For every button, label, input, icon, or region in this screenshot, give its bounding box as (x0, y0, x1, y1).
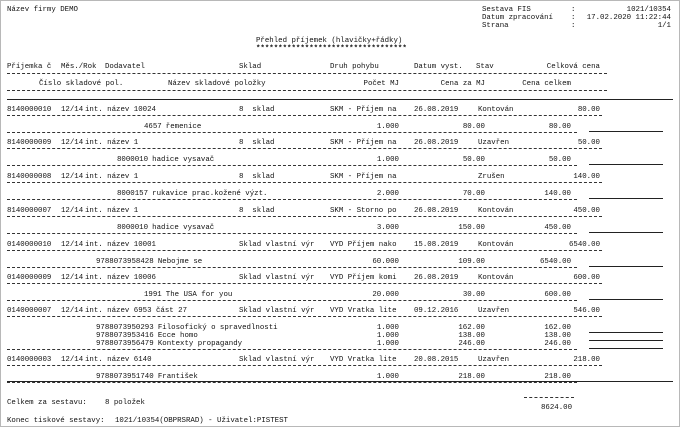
receipt-supplier: int. název 10024 (85, 106, 156, 114)
receipt-number: 8140000009 (7, 139, 52, 147)
col-header-cena-celkem: Cena celkem (522, 80, 571, 88)
item-quantity: 1.000 (376, 324, 399, 332)
receipt-total: 450.00 (573, 207, 600, 215)
item-quantity: 1.000 (376, 340, 399, 348)
receipt-number: 0140000007 (7, 307, 52, 315)
receipt-supplier: int. název 6953 část 27 (85, 307, 188, 315)
date-value: 17.02.2020 11:22:44 (586, 14, 671, 22)
receipt-period: 12/14 (61, 274, 84, 282)
receipt-date: 26.08.2019 (414, 106, 459, 114)
item-signature-line (589, 340, 663, 341)
item-code: 1991 (144, 291, 162, 299)
receipt-movement: SKM - Příjem na (330, 173, 397, 181)
receipt-number: 0140000003 (7, 356, 52, 364)
receipt-underline (7, 148, 602, 149)
receipt-supplier: int. název 10001 (85, 241, 156, 249)
receipt-total: 140.00 (573, 173, 600, 181)
receipt-underline (7, 216, 602, 217)
receipt-period: 12/14 (61, 207, 84, 215)
item-quantity: 1.000 (376, 332, 399, 340)
item-name: Filosofický o spravedlnosti (157, 324, 278, 332)
receipt-underline (7, 182, 602, 183)
item-name: The USA for you (165, 291, 233, 299)
receipt-number: 8140000008 (7, 173, 52, 181)
col-header-cislo-pol: Číslo skladové pol. (39, 80, 124, 88)
item-quantity: 2.000 (376, 190, 399, 198)
receipt-supplier: int. název 1 (85, 207, 139, 215)
receipt-warehouse: Sklad vlastní výr (239, 241, 315, 249)
item-underline (7, 267, 577, 268)
item-quantity: 1.000 (376, 156, 399, 164)
receipt-number: 8140000007 (7, 207, 52, 215)
grand-total-count: 8 položek (105, 399, 145, 407)
col-header-cena-za-mj: Cena za MJ (440, 80, 485, 88)
footer-separator (7, 381, 673, 382)
item-name: Kontexty propagandy (157, 340, 243, 348)
report-number: 1021/10354 (626, 6, 671, 14)
receipt-underline (7, 250, 602, 251)
receipt-warehouse: 8 sklad (239, 139, 275, 147)
item-quantity: 3.000 (376, 224, 399, 232)
item-name: Nebojme se (157, 258, 203, 266)
page-sep: : (571, 22, 576, 30)
col-header-datum-vyst: Datum vyst. (414, 63, 463, 71)
item-amount: 50.00 (548, 156, 571, 164)
receipt-movement: VYD Příjem nako (330, 241, 397, 249)
item-underline (7, 349, 577, 350)
receipt-warehouse: 8 sklad (239, 106, 275, 114)
item-underline (7, 300, 577, 301)
item-name: rukavice prac.kožené výzt. (152, 190, 268, 198)
item-amount: 138.00 (544, 332, 571, 340)
item-underline (7, 382, 577, 383)
item-quantity: 60.000 (372, 258, 399, 266)
item-signature-line (589, 198, 663, 199)
receipt-period: 12/14 (61, 307, 84, 315)
page-label: Strana (482, 22, 509, 30)
company-name: Název firmy DEMO (7, 6, 78, 14)
item-code: 8000157 (117, 190, 149, 198)
col-header-stav: Stav (476, 63, 494, 71)
col-header-pocet-mj: Počet MJ (363, 80, 399, 88)
item-quantity: 1.000 (376, 123, 399, 131)
col-header-druh-pohybu: Druh pohybu (330, 63, 379, 71)
item-code: 9788073950293 (96, 324, 154, 332)
col-header-prijemka: Příjemka č (7, 63, 52, 71)
receipt-supplier: int. název 10006 (85, 274, 156, 282)
receipt-total: 218.00 (573, 356, 600, 364)
item-underline (7, 233, 577, 234)
item-unit-price: 70.00 (462, 190, 485, 198)
receipt-warehouse: Sklad vlastní výr (239, 307, 315, 315)
receipt-warehouse: 8 sklad (239, 207, 275, 215)
receipt-total: 546.00 (573, 307, 600, 315)
receipt-date: 20.08.2015 (414, 356, 459, 364)
receipt-underline (7, 283, 602, 284)
receipt-period: 12/14 (61, 106, 84, 114)
report-label: Sestava FIS (482, 6, 531, 14)
receipt-date: 26.08.2019 (414, 274, 459, 282)
receipt-number: 0140000010 (7, 241, 52, 249)
receipt-status: Kontován (478, 207, 514, 215)
page-value: 1/1 (657, 22, 671, 30)
receipt-supplier: int. název 1 (85, 139, 139, 147)
date-sep: : (571, 14, 576, 22)
report-title-underline: ********************************** (256, 45, 407, 53)
item-amount: 450.00 (544, 224, 571, 232)
item-quantity: 20.000 (372, 291, 399, 299)
item-signature-line (589, 299, 663, 300)
item-signature-line (589, 232, 663, 233)
receipt-movement: VYD Příjem komi (330, 274, 397, 282)
receipt-status: Uzavřen (478, 307, 510, 315)
item-underline (7, 132, 577, 133)
header-underline-1 (7, 73, 607, 74)
receipt-total: 6540.00 (568, 241, 600, 249)
item-signature-line (589, 332, 663, 333)
item-unit-price: 150.00 (458, 224, 485, 232)
item-name: František (157, 373, 198, 381)
date-label: Datum zpracování (482, 14, 553, 22)
item-unit-price: 50.00 (462, 156, 485, 164)
receipt-date: 15.08.2019 (414, 241, 459, 249)
receipt-period: 12/14 (61, 356, 84, 364)
item-unit-price: 109.00 (458, 258, 485, 266)
receipt-total: 50.00 (577, 139, 600, 147)
item-name: řemenice (165, 123, 202, 131)
receipt-total: 80.00 (577, 106, 600, 114)
report-sep: : (571, 6, 576, 14)
receipt-underline (7, 316, 602, 317)
receipt-number: 8140000010 (7, 106, 52, 114)
col-header-celkova-cena: Celková cena (546, 63, 600, 71)
item-code: 4657 (144, 123, 162, 131)
item-code: 8000010 (117, 224, 149, 232)
item-code: 9788073958428 (96, 258, 154, 266)
item-amount: 140.00 (544, 190, 571, 198)
item-name: hadice vysavač (152, 224, 215, 232)
item-amount: 162.00 (544, 324, 571, 332)
receipt-supplier: int. název 6140 (85, 356, 152, 364)
receipt-movement: VYD Vratka lite (330, 356, 397, 364)
receipt-total: 600.00 (573, 274, 600, 282)
report-title: Přehled příjemek (hlavičky+řádky) (256, 37, 403, 45)
item-amount: 6540.00 (539, 258, 571, 266)
item-underline (7, 199, 577, 200)
item-code: 9788073956479 (96, 340, 154, 348)
receipt-date: 26.08.2019 (414, 207, 459, 215)
item-signature-line (589, 131, 663, 132)
col-header-dodavatel: Dodavatel (105, 63, 145, 71)
receipt-movement: VYD Vratka lite (330, 307, 397, 315)
col-header-mes-rok: Měs./Rok (61, 63, 97, 71)
grand-total-value: 8624.00 (540, 404, 572, 412)
receipt-underline (7, 115, 602, 116)
receipt-status: Kontován (478, 274, 514, 282)
item-quantity: 1.000 (376, 373, 399, 381)
end-of-report-value: 1021/10354(OBPRSRAD) - Uživatel:PISTEST (115, 417, 288, 425)
receipt-period: 12/14 (61, 173, 84, 181)
grand-total-underline (524, 397, 574, 398)
end-of-report-label: Konec tiskové sestavy: (7, 417, 105, 425)
item-signature-line (589, 348, 663, 349)
item-amount: 218.00 (544, 373, 571, 381)
item-unit-price: 30.00 (462, 291, 485, 299)
item-unit-price: 162.00 (458, 324, 485, 332)
receipt-underline (7, 365, 602, 366)
receipt-status: Uzavřen (478, 139, 510, 147)
header-separator (7, 99, 673, 100)
item-name: Ecce homo (157, 332, 198, 340)
receipt-supplier: int. název 1 (85, 173, 139, 181)
receipt-status: Kontován (478, 106, 514, 114)
item-unit-price: 80.00 (462, 123, 485, 131)
receipt-status: Zrušen (478, 173, 505, 181)
col-header-nazev-pol: Název skladové položky (168, 80, 266, 88)
item-signature-line (589, 164, 663, 165)
item-amount: 80.00 (548, 123, 571, 131)
col-header-sklad: Sklad (239, 63, 262, 71)
receipt-warehouse: Sklad vlastní výr (239, 274, 315, 282)
receipt-movement: SKM - Příjem na (330, 106, 397, 114)
receipt-status: Uzavřen (478, 356, 510, 364)
receipt-date: 26.08.2019 (414, 139, 459, 147)
item-amount: 246.00 (544, 340, 571, 348)
item-underline (7, 165, 577, 166)
item-signature-line (589, 266, 663, 267)
receipt-warehouse: Sklad vlastní výr (239, 356, 315, 364)
receipt-period: 12/14 (61, 241, 84, 249)
item-unit-price: 218.00 (458, 373, 485, 381)
item-code: 9788073953416 (96, 332, 154, 340)
item-unit-price: 246.00 (458, 340, 485, 348)
receipt-status: Kontován (478, 241, 514, 249)
item-unit-price: 138.00 (458, 332, 485, 340)
receipt-movement: SKM - Storno po (330, 207, 397, 215)
item-amount: 600.00 (544, 291, 571, 299)
receipt-number: 0140000009 (7, 274, 52, 282)
header-underline-2 (7, 90, 607, 91)
item-code: 9788073951740 (96, 373, 154, 381)
grand-total-label: Celkem za sestavu: (7, 399, 87, 407)
receipt-warehouse: 8 sklad (239, 173, 275, 181)
item-name: hadice vysavač (152, 156, 215, 164)
receipt-movement: SKM - Příjem na (330, 139, 397, 147)
receipt-period: 12/14 (61, 139, 84, 147)
receipt-date: 09.12.2016 (414, 307, 459, 315)
item-code: 8000010 (117, 156, 149, 164)
